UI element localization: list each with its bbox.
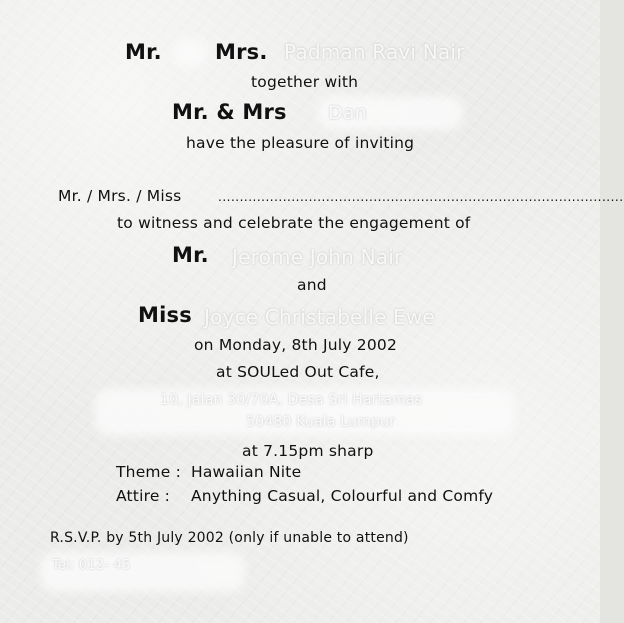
address-line-1: 10, Jalan 30/70A, Desa Sri Hartamas xyxy=(160,392,423,408)
attire-value: Anything Casual, Colourful and Comfy xyxy=(191,487,494,505)
contact-text: Tel: 012- 45 xyxy=(52,558,131,573)
host2-title: Mr. & Mrs xyxy=(172,100,287,124)
date-text: on Monday, 8th July 2002 xyxy=(194,336,398,354)
guest-label: Mr. / Mrs. / Miss xyxy=(58,187,182,205)
redacted-blur xyxy=(172,38,208,68)
and-text: and xyxy=(297,276,327,294)
host2-name: Dan xyxy=(328,102,367,124)
time-text: at 7.15pm sharp xyxy=(242,442,374,460)
rsvp-text: R.S.V.P. by 5th July 2002 (only if unable to attend) xyxy=(50,530,409,546)
venue-text: at SOULed Out Cafe, xyxy=(216,363,380,381)
groom-name: Jerome John Nair xyxy=(232,245,403,269)
theme-label: Theme : xyxy=(116,463,182,481)
groom-title: Mr. xyxy=(172,243,209,267)
bride-name: Joyce Christabelle Ewe xyxy=(204,305,436,329)
host1-title-mr: Mr. xyxy=(125,40,162,64)
together-text: together with xyxy=(251,73,359,91)
host1-title-mrs: Mrs. xyxy=(215,40,268,64)
guest-name-blank: .............................................................................................. xyxy=(218,190,624,204)
pleasure-text: have the pleasure of inviting xyxy=(186,134,415,152)
address-line-2: 50480 Kuala Lumpur xyxy=(246,414,396,430)
host1-name: Padman Ravi Nair xyxy=(284,40,465,64)
bride-title: Miss xyxy=(138,303,192,327)
theme-value: Hawaiian Nite xyxy=(191,463,302,481)
witness-text: to witness and celebrate the engagement of xyxy=(117,214,471,232)
attire-label: Attire : xyxy=(116,487,171,505)
